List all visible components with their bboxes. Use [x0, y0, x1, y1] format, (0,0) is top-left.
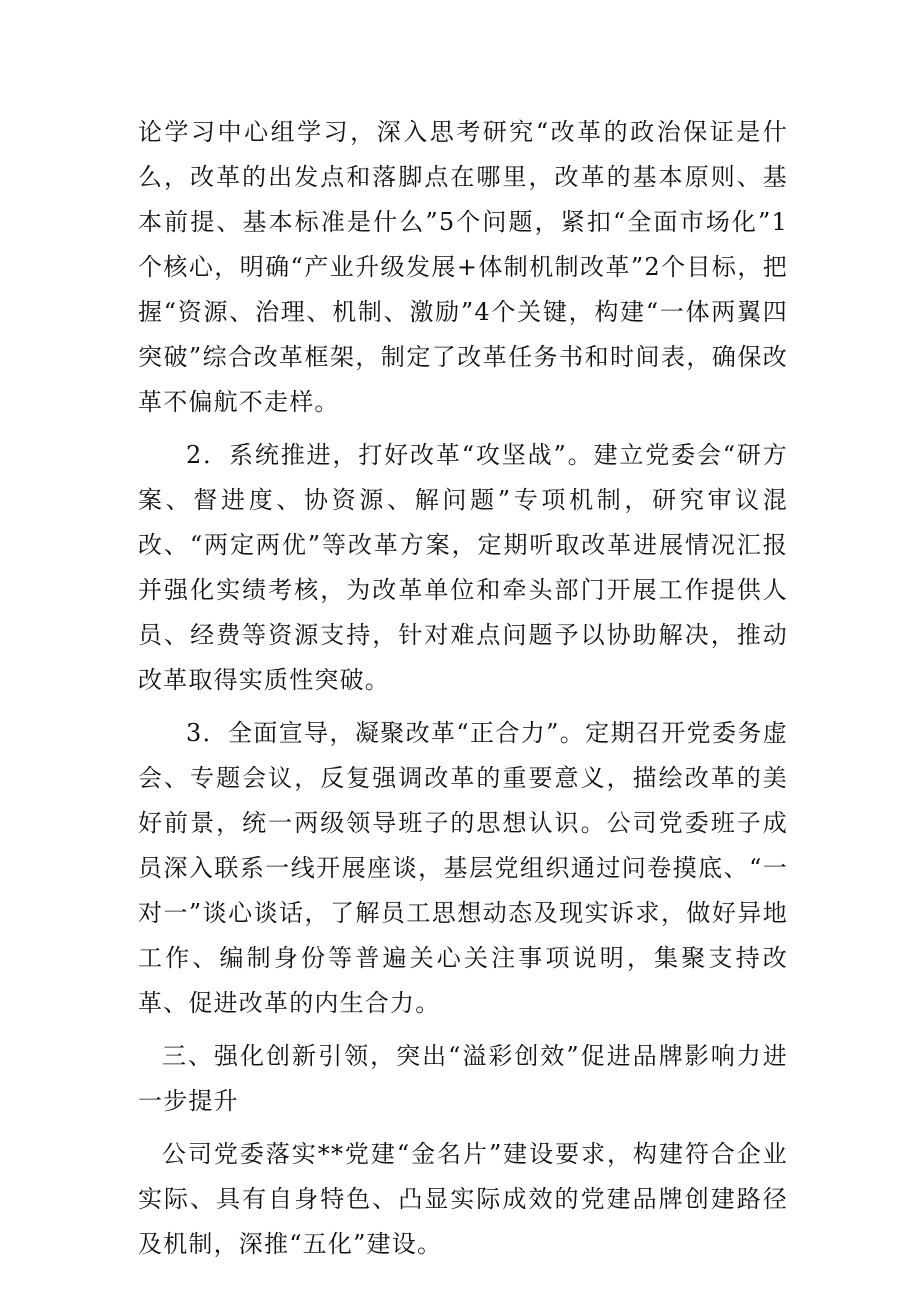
- paragraph-continuation: 论学习中心组学习，深入思考研究“改革的政治保证是什么，改革的出发点和落脚点在哪里，改革的基本原则、基本前提、基本标准是什么”5个问题，紧扣“全面市场化”1个核心，明确“产业升级发展+体制机制改革”2个目标，把握“资源、治理、机制、激励”4个关键，构建“一体两翼四突破”综合改革框架，制定了改革任务书和时间表，确保改革不偏航不走样。: [138, 118, 788, 416]
- paragraph-section-intro: 公司党委落实**党建“金名片”建设要求，构建符合企业实际、具有自身特色、凸显实际成效的党建品牌创建路径及机制，深推“五化”建设。: [138, 1140, 788, 1258]
- paragraph-item-2: 2．系统推进，打好改革“攻坚战”。建立党委会“研方案、督进度、协资源、解问题”专项机制，研究审议混改、“两定两优”等改革方案，定期听取改革进展情况汇报并强化实绩考核，为改革单位和牵头部门开展工作提供人员、经费等资源支持，针对难点问题予以协助解决，推动改革取得实质性突破。: [138, 441, 788, 694]
- section-heading: 三、强化创新引领，突出“溢彩创效”促进品牌影响力进一步提升: [138, 1042, 788, 1115]
- paragraph-item-3: 3．全面宣导，凝聚改革“正合力”。定期召开党委务虚会、专题会议，反复强调改革的重要意义，描绘改革的美好前景，统一两级领导班子的思想认识。公司党委班子成员深入联系一线开展座谈，基层党组织通过问卷摸底、“一对一”谈心谈话，了解员工思想动态及现实诉求，做好异地工作、编制身份等普遍关心关注事项说明，集聚支持改革、促进改革的内生合力。: [138, 719, 788, 1017]
- document-body: [138, 110, 788, 1275]
